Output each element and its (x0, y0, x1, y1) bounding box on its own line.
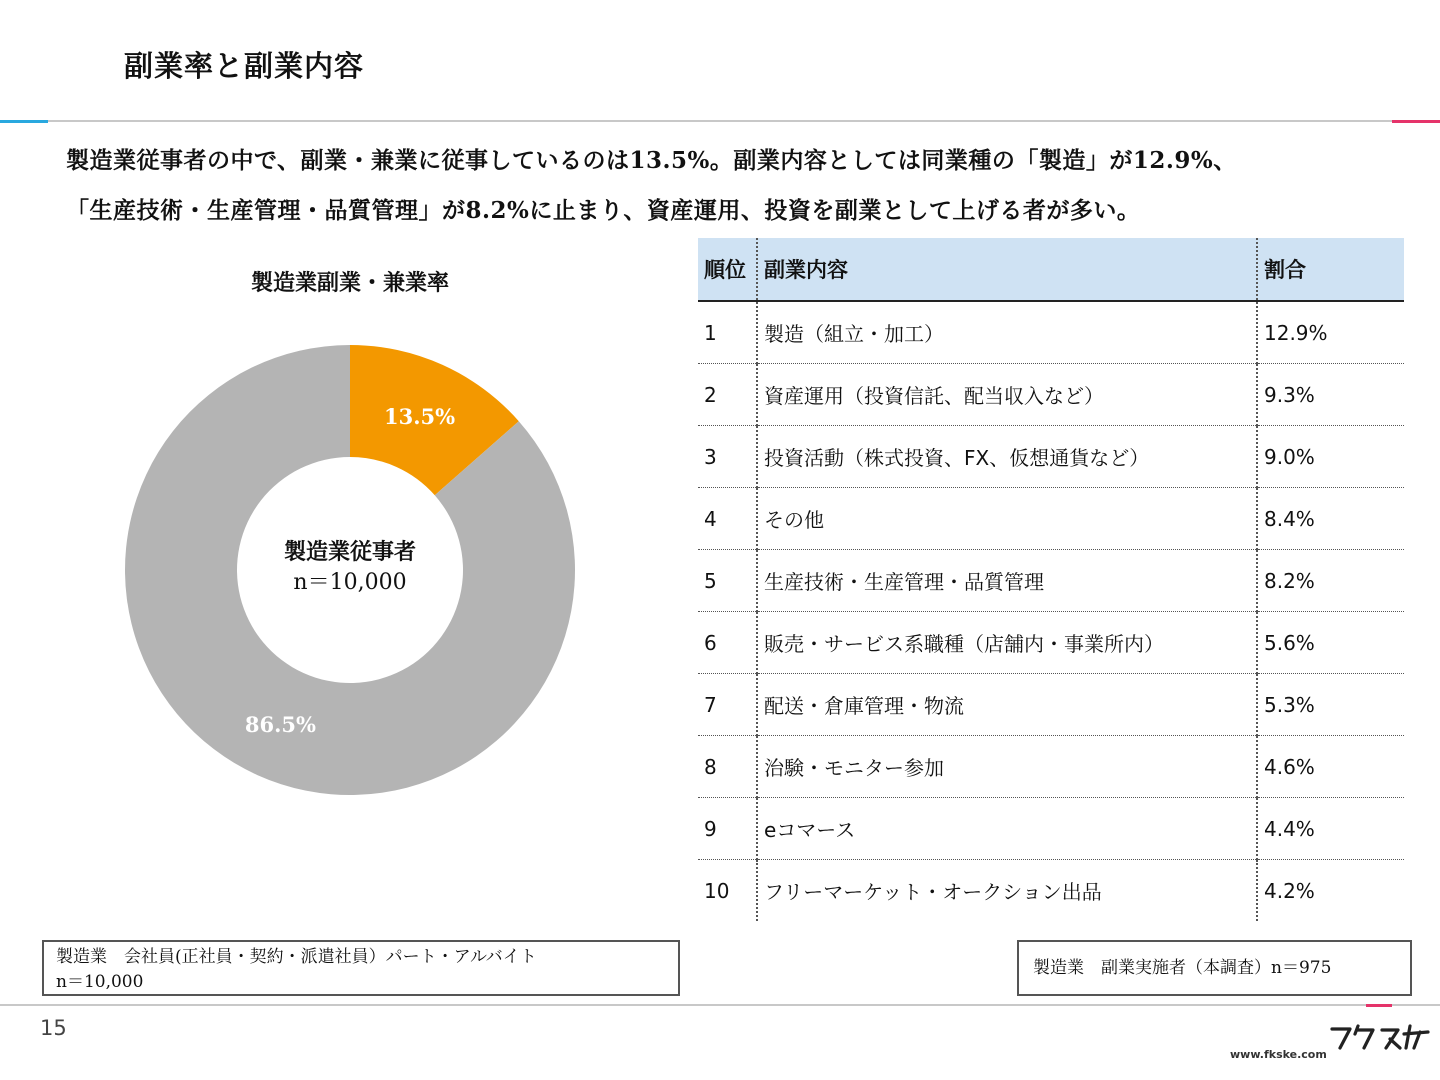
donut-chart (100, 320, 600, 820)
header-accent-right (1392, 120, 1440, 123)
row-content: 投資活動（株式投資、FX、仮想通貨など） (757, 426, 1257, 488)
table-row (698, 426, 1404, 488)
table-row (698, 860, 1404, 922)
table-row (698, 798, 1404, 860)
header-ratio: 割合 (1257, 238, 1404, 301)
row-rank: 5 (698, 550, 757, 612)
row-content: 資産運用（投資信託、配当収入など） (757, 364, 1257, 426)
row-ratio: 4.4% (1257, 798, 1404, 860)
row-rank: 10 (704, 878, 730, 903)
row-rank: 6 (698, 612, 757, 674)
table-header-row (698, 238, 1404, 301)
row-content: eコマース (757, 798, 1257, 860)
table-row (698, 301, 1404, 364)
row-ratio: 9.0% (1257, 426, 1404, 488)
header-rank: 順位 (698, 238, 757, 301)
sample-note-right: 製造業 副業実施者（本調査）n＝975 (1017, 940, 1412, 996)
slice-label-side-job: 13.5% (383, 403, 456, 429)
row-content: フリーマーケット・オークション出品 (757, 860, 1257, 922)
row-ratio: 4.6% (1257, 736, 1404, 798)
summary-line-2: 「生産技術・生産管理・品質管理」が8.2%に止まり、資産運用、投資を副業として上げる者が多い。 (66, 197, 1141, 224)
row-ratio: 12.9% (1257, 301, 1404, 364)
footer-accent (1366, 1004, 1392, 1007)
table-row (698, 612, 1404, 674)
header-divider (0, 120, 1440, 122)
table-row (698, 488, 1404, 550)
sample-note-left (42, 940, 680, 996)
row-content: 販売・サービス系職種（店舗内・事業所内） (757, 612, 1257, 674)
row-ratio: 8.4% (1257, 488, 1404, 550)
summary-text (66, 136, 1406, 236)
footer-divider (0, 1004, 1440, 1006)
row-content: その他 (757, 488, 1257, 550)
row-ratio: 5.6% (1257, 612, 1404, 674)
row-content: 生産技術・生産管理・品質管理 (757, 550, 1257, 612)
summary-line-1: 製造業従事者の中で、副業・兼業に従事しているのは13.5%。副業内容としては同業種の「製造」が12.9%、 (66, 147, 1237, 174)
table-row (698, 550, 1404, 612)
table-row (698, 736, 1404, 798)
donut-center-label-2: n＝10,000 (293, 570, 407, 595)
row-ratio: 8.2% (1257, 550, 1404, 612)
row-content: 製造（組立・加工） (757, 301, 1257, 364)
row-rank: 1 (698, 301, 757, 364)
row-rank: 8 (698, 736, 757, 798)
table-body (698, 301, 1404, 921)
donut-center-label-1: 製造業従事者 (283, 539, 417, 565)
table-row (698, 674, 1404, 736)
sample-note-left-line-2: n＝10,000 (56, 972, 144, 992)
chart-title: 製造業副業・兼業率 (250, 270, 449, 296)
slice-label-no-side-job: 86.5% (244, 712, 317, 738)
page-title: 副業率と副業内容 (124, 49, 365, 83)
row-rank: 2 (698, 364, 757, 426)
row-rank: 4 (698, 488, 757, 550)
row-rank: 7 (698, 674, 757, 736)
header-content: 副業内容 (757, 238, 1257, 301)
page-number: 15 (40, 1016, 67, 1040)
row-content: 治験・モニター参加 (757, 736, 1257, 798)
site-url: www.fkske.com (1230, 1048, 1327, 1061)
table-row (698, 364, 1404, 426)
header-accent-left (0, 120, 48, 123)
row-rank: 9 (698, 798, 757, 860)
row-ratio: 4.2% (1257, 860, 1404, 922)
row-content: 配送・倉庫管理・物流 (757, 674, 1257, 736)
row-rank: 3 (698, 426, 757, 488)
brand-logo (1328, 1022, 1432, 1052)
sample-note-left-line-1: 製造業 会社員(正社員・契約・派遣社員）パート・アルバイト (56, 947, 537, 967)
side-job-ranking-table (698, 238, 1404, 921)
row-ratio: 9.3% (1257, 364, 1404, 426)
row-ratio: 5.3% (1257, 674, 1404, 736)
